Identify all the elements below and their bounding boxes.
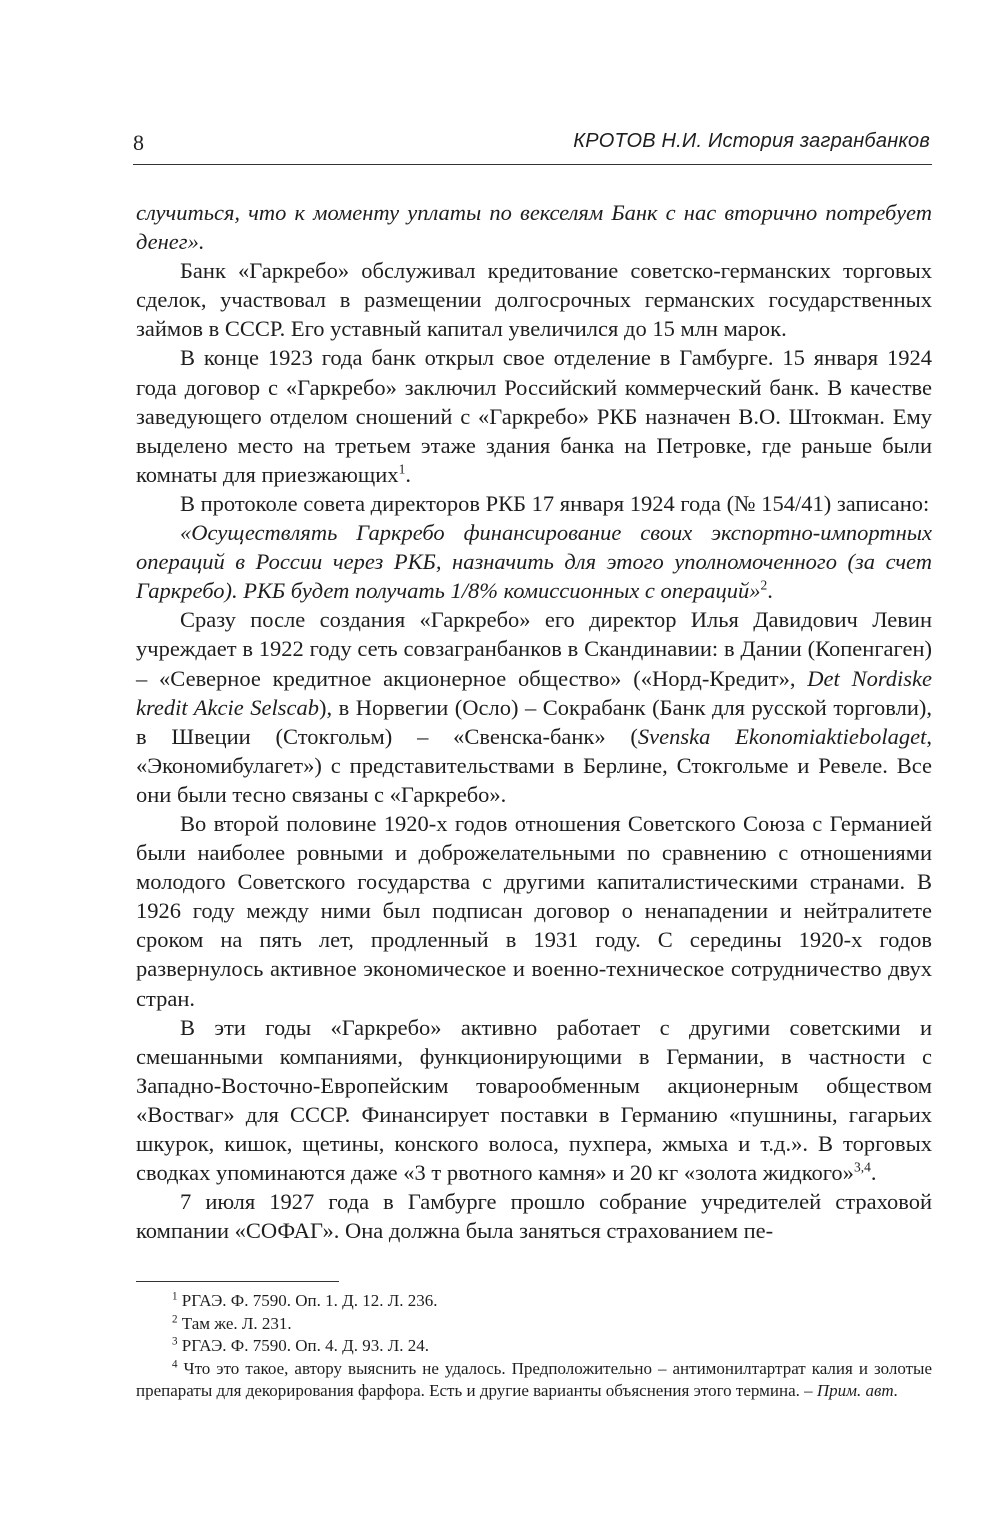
footnote-text: РГАЭ. Ф. 7590. Оп. 4. Д. 93. Л. 24.: [181, 1336, 429, 1356]
footnote-number: 2: [172, 1312, 178, 1325]
page-number: 8: [133, 130, 144, 155]
footnote-number: 1: [172, 1290, 178, 1303]
author-note: Прим. авт.: [816, 1381, 899, 1401]
paragraph: В конце 1923 года банк открыл свое отделение в Гамбурге. 15 января 1924 года договор с «Гаркребо» заключил Российский коммерческий банк. В качестве заведующего отделом сношений с «Гаркребо» РКБ назначен В.О. Штокман. Ему выделено место на третьем этаже здания банка на Петровке, где раньше были комнаты для приезжающих$^1$.: [136, 345, 932, 487]
running-title: КРОТОВ Н.И. История загранбанков: [573, 130, 930, 152]
quote-text: случиться, что к моменту уплаты по векселям Банк с нас вторично потребует денег».: [136, 200, 932, 255]
paragraph: Банк «Гаркребо» обслуживал кредитование советско-германских торговых сделок, участвовал в размещении долгосрочных германских государственных займов в СССР. Его уставный капитал увеличился до 15 млн марок.: [136, 258, 932, 342]
footnote: [136, 1335, 932, 1358]
footnote-number: 4: [172, 1358, 178, 1371]
paragraph: В эти годы «Гаркребо» активно работает с другими советскими и смешанными компаниями, функционирующими в Германии, в частности с Западно-Восточно-Европейским товарообменным акционерным обществом «Востваг» для СССР. Финансирует поставки в Германию «пушнины, гагарьих шкурок, кишок, щетины, конского волоса, пухпера, жмыха и т.д.». В торговых сводках упоминаются даже «3 т рвотного камня» и 20 кг «золота жидкого»$^{3,4}$.: [136, 1014, 932, 1186]
quote-text: «Осуществлять Гаркребо финансирование своих экспортно-импортных операций в России через РКБ, назначить для этого уполномоченного (за счет Гаркребо). РКБ будет получать 1/8% комиссионных с операций»: [136, 520, 932, 604]
footnotes: [136, 1290, 932, 1403]
footnote-text: Что это такое, автору выяснить не удалось. Предположительно – антимонилтартрат калия и золотые препараты для декорирования фарфора. Есть и другие варианты объяснения этого термина. –: [136, 1358, 933, 1401]
paragraph-quote-continuation: [136, 198, 932, 256]
footnote-ref[interactable]: 1: [398, 461, 406, 477]
footnote-ref[interactable]: 2: [760, 577, 768, 593]
paragraph-text: В эти годы «Гаркребо» активно работает с другими советскими и смешанными компаниями, функционирующими в Германии, в частности с Западно-Восточно-Европейским товарообменным акционерным обществом «Востваг» для СССР. Финансирует поставки в Германию «пушнины, гагарьих шкурок, кишок, щетины, конского волоса, пухпера, жмыха и т.д.». В торговых сводках упоминаются даже «3 т рвотного камня» и 20 кг «золота жидкого»: [136, 1014, 932, 1186]
paragraph-text: ), в Норвегии (Осло) – Сокрабанк (Банк для русской торговли), в Швеции (Стокгольм) – «Свенска-банк» (: [136, 694, 932, 749]
paragraph-text: В конце 1923 года банк открыл свое отделение в Гамбурге. 15 января 1924 года договор с «Гаркребо» заключил Российский коммерческий банк. В качестве заведующего отделом сношений с «Гаркребо» РКБ назначен В.О. Штокман. Ему выделено место на третьем этаже здания банка на Петровке, где раньше были комнаты для приезжающих: [136, 345, 932, 487]
footnote-text: РГАЭ. Ф. 7590. Оп. 1. Д. 12. Л. 236.: [181, 1291, 438, 1310]
footnote-ref[interactable]: 3,4: [853, 1159, 871, 1175]
footnote-divider: [136, 1281, 339, 1282]
foreign-name: Det Nordiske kredit Akcie Selscab: [136, 665, 932, 720]
foreign-name: Svenska Ekonomiaktiebolaget: [637, 723, 927, 749]
page-header: [133, 126, 932, 165]
footnote: [136, 1358, 932, 1403]
main-text: [136, 198, 932, 1245]
footnote: [136, 1313, 932, 1336]
paragraph-text: Сразу после создания «Гаркребо» его директор Илья Давидович Левин учреждает в 1922 году сеть совзагранбанков в Скандинавии: в Дании (Копенгаген) – «Северное кредитное акционерное общество» («Норд-Кредит»,: [136, 607, 932, 691]
paragraph-text: , «Экономибулагет») с представительствами в Берлине, Стокгольме и Ревеле. Все они были тесно связаны с «Гаркребо».: [136, 723, 932, 807]
paragraph: 7 июля 1927 года в Гамбурге прошло собрание учредителей страховой компании «СОФАГ». Она должна была заняться страхованием пе-: [136, 1189, 932, 1244]
paragraph: В протоколе совета директоров РКБ 17 января 1924 года (№ 154/41) записано:: [180, 490, 930, 516]
footnote-number: 3: [172, 1335, 178, 1348]
footnote: [136, 1290, 932, 1313]
paragraph: [136, 605, 932, 809]
paragraph-quote: «Осуществлять Гаркребо финансирование своих экспортно-импортных операций в России через РКБ, назначить для этого уполномоченного (за счет Гаркребо). РКБ будет получать 1/8% комиссионных с операций»$^2$.: [136, 520, 932, 604]
paragraph: Во второй половине 1920-х годов отношения Советского Союза с Германией были наиболее ровными и доброжелательными по сравнению с отношениями молодого Советского государства с другими капиталистическими странами. В 1926 году между ними был подписан договор о ненападении и нейтралитете сроком на пять лет, продленный в 1931 году. С середины 1920-х годов развернулось активное экономическое и военно-техническое сотрудничество двух стран.: [136, 810, 932, 1011]
footnote-text: Там же. Л. 231.: [181, 1313, 292, 1333]
